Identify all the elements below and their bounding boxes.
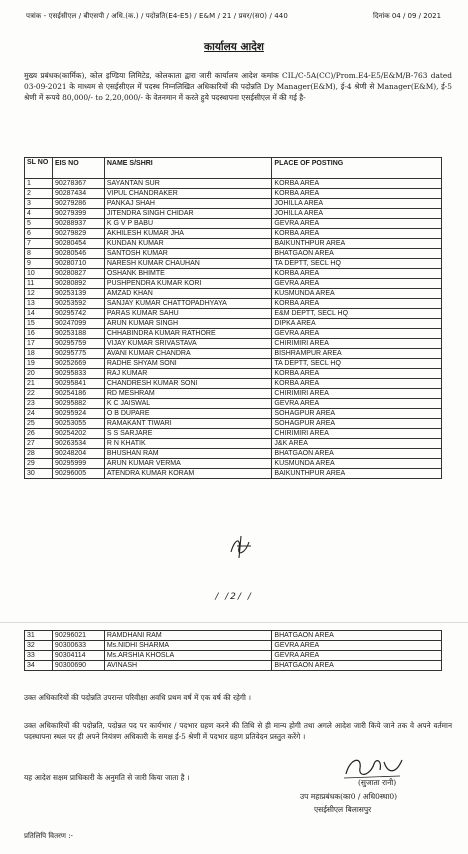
cell-place: TA DEPTT, SECL HQ (272, 259, 442, 269)
cell-sl: 2 (25, 189, 53, 199)
table-body (25, 179, 442, 479)
cell-sl: 24 (25, 409, 53, 419)
cell-name: RAJ KUMAR (104, 369, 272, 379)
table-row (25, 269, 442, 279)
cell-place: KORBA AREA (272, 189, 442, 199)
table-row (25, 339, 442, 349)
table-row (25, 229, 442, 239)
promotion-table (24, 157, 442, 479)
cell-eis: 90295924 (52, 409, 104, 419)
cell-eis: 90295833 (52, 369, 104, 379)
authority-paragraph: यह आदेश सक्षम प्राधिकारी के अनुमति से जारी किया जाता है । (24, 773, 190, 782)
document-title: कार्यालय आदेश (204, 41, 264, 53)
cell-place: BISHRAMPUR AREA (272, 349, 442, 359)
table-row (25, 429, 442, 439)
cell-name: RAMAKANT TIWARI (104, 419, 272, 429)
cell-name: RD MESHRAM (104, 389, 272, 399)
cell-name: AKHILESH KUMAR JHA (104, 229, 272, 239)
cell-sl: 14 (25, 309, 53, 319)
cell-eis: 90253055 (52, 419, 104, 429)
cell-sl: 15 (25, 319, 53, 329)
col-header-name: NAME S/SHRI (104, 158, 272, 179)
cell-name: SANJAY KUMAR CHATTOPADHYAYA (104, 299, 272, 309)
cell-sl: 1 (25, 179, 53, 189)
table-row (25, 299, 442, 309)
cell-eis: 90280827 (52, 269, 104, 279)
cell-name: SAYANTAN SUR (104, 179, 272, 189)
cell-place: KORBA AREA (272, 179, 442, 189)
cell-eis: 90288937 (52, 219, 104, 229)
cell-place: SOHAGPUR AREA (272, 419, 442, 429)
cell-sl: 9 (25, 259, 53, 269)
cell-place: SOHAGPUR AREA (272, 409, 442, 419)
cell-place: KORBA AREA (272, 369, 442, 379)
cell-name: KUNDAN KUMAR (104, 239, 272, 249)
table-row (25, 379, 442, 389)
cell-eis: 90296021 (52, 631, 104, 641)
cell-name: BHUSHAN RAM (104, 449, 272, 459)
cell-name: PARAS KUMAR SAHU (104, 309, 272, 319)
copy-to-label: प्रतिलिपि वितरण :- (24, 832, 73, 840)
probation-paragraph: उक्त अधिकारियों की पदोन्नति उपरान्त परिवीक्षा अवधि प्रथम वर्ष में एक वर्ष की रहेगी । (24, 693, 251, 702)
cell-place: CHIRIMIRI AREA (272, 429, 442, 439)
table-row (25, 279, 442, 289)
cell-place: BHATGAON AREA (272, 449, 442, 459)
cell-place: BHATGAON AREA (272, 661, 442, 671)
cell-place: GEVRA AREA (272, 641, 442, 651)
cell-eis: 90295841 (52, 379, 104, 389)
cell-place: BAIKUNTHPUR AREA (272, 239, 442, 249)
cell-name: ATENDRA KUMAR KORAM (104, 469, 272, 479)
table-row (25, 661, 442, 671)
cell-name: O B DUPARE (104, 409, 272, 419)
cell-sl: 8 (25, 249, 53, 259)
cell-eis: 90296005 (52, 469, 104, 479)
cell-eis: 90295882 (52, 399, 104, 409)
cell-name: RADHE SHYAM SONI (104, 359, 272, 369)
cell-name: NARESH KUMAR CHAUHAN (104, 259, 272, 269)
cell-name: PUSHPENDRA KUMAR KORI (104, 279, 272, 289)
cell-sl: 13 (25, 299, 53, 309)
cell-name: JITENDRA SINGH CHIDAR (104, 209, 272, 219)
table-row (25, 469, 442, 479)
table-row (25, 399, 442, 409)
cell-place: KUSMUNDA AREA (272, 289, 442, 299)
cell-eis: 90253139 (52, 289, 104, 299)
table-row (25, 249, 442, 259)
cell-eis: 90304114 (52, 651, 104, 661)
cell-place: CHIRIMIRI AREA (272, 389, 442, 399)
cell-name: OSHANK BHIMTE (104, 269, 272, 279)
table-row (25, 419, 442, 429)
cell-place: CHIRIMIRI AREA (272, 339, 442, 349)
cell-name: AMZAD KHAN (104, 289, 272, 299)
cell-place: GEVRA AREA (272, 399, 442, 409)
intro-paragraph: मुख्य प्रबंधक(कार्मिक), कोल इण्डिया लिमिटेड, कोलकाता द्वारा जारी कार्यालय आदेश कमांक CIL/C-5A(CC)/Prom.E4-E5/E&M/B-763 dated 03-09-2021 के माध्यम से एसईसीएल में पदस्थ निम्नलिखित अधिकारियों की पदोन्नति Dy Manager(E&M), ई-4 श्रेणी से Manager(E&M), ई-5 श्रेणी में रूपये 80,000/- to 2,20,000/- के वेतनमान में करते हुये पदस्थापना एसईसीएल में की गई है- (24, 71, 452, 102)
cell-place: KORBA AREA (272, 299, 442, 309)
cell-eis: 90280454 (52, 239, 104, 249)
cell-sl: 30 (25, 469, 53, 479)
cell-sl: 19 (25, 359, 53, 369)
cell-name: R N KHATIK (104, 439, 272, 449)
reference-number: पत्रांक - एसईसीएल / बीएसपी / अधि.(क.) / पदोन्नति(E4-E5) / E&M / 21 / प्रवर/(स0) / 440 (26, 12, 288, 20)
cell-name: RAMDHANI RAM (104, 631, 272, 641)
cell-place: E&M DEPTT, SECL HQ (272, 309, 442, 319)
cell-sl: 4 (25, 209, 53, 219)
table-row (25, 239, 442, 249)
table-row (25, 359, 442, 369)
signatory-designation: उप महाप्रबंधक(का0 / अधि0स्था0) (300, 792, 398, 801)
table-row (25, 459, 442, 469)
cell-name: CHHABINDRA KUMAR RATHORE (104, 329, 272, 339)
table-row (25, 631, 442, 641)
cell-name: K C JAISWAL (104, 399, 272, 409)
cell-eis: 90279286 (52, 199, 104, 209)
cell-eis: 90280710 (52, 259, 104, 269)
cell-sl: 34 (25, 661, 53, 671)
cell-eis: 90254202 (52, 429, 104, 439)
cell-eis: 90300690 (52, 661, 104, 671)
cell-eis: 90280546 (52, 249, 104, 259)
cell-place: J&K AREA (272, 439, 442, 449)
cell-place: JOHILLA AREA (272, 199, 442, 209)
cell-sl: 32 (25, 641, 53, 651)
cell-sl: 29 (25, 459, 53, 469)
table-row (25, 179, 442, 189)
cell-place: GEVRA AREA (272, 219, 442, 229)
cell-sl: 27 (25, 439, 53, 449)
document-date: दिनांक 04 / 09 / 2021 (373, 12, 442, 20)
cell-place: KORBA AREA (272, 269, 442, 279)
cell-sl: 10 (25, 269, 53, 279)
table-header-row (25, 158, 442, 179)
cell-name: Ms.ARSHIA KHOSLA (104, 651, 272, 661)
cell-sl: 20 (25, 369, 53, 379)
promotion-table-continued (24, 630, 442, 671)
table-row (25, 389, 442, 399)
table-body-continued (25, 631, 442, 671)
cell-eis: 90253188 (52, 329, 104, 339)
cell-place: KORBA AREA (272, 229, 442, 239)
cell-eis: 90248204 (52, 449, 104, 459)
cell-place: BHATGAON AREA (272, 249, 442, 259)
cell-name: K G V P BABU (104, 219, 272, 229)
cell-sl: 25 (25, 419, 53, 429)
cell-eis: 90278367 (52, 179, 104, 189)
table-row (25, 449, 442, 459)
initial-mark (227, 534, 255, 560)
cell-place: BHATGAON AREA (272, 631, 442, 641)
cell-place: TA DEPTT, SECL HQ (272, 359, 442, 369)
cell-sl: 6 (25, 229, 53, 239)
cell-name: AVINASH (104, 661, 272, 671)
cell-sl: 22 (25, 389, 53, 399)
table-row (25, 309, 442, 319)
cell-name: AVANI KUMAR CHANDRA (104, 349, 272, 359)
cell-place: JOHILLA AREA (272, 209, 442, 219)
cell-sl: 31 (25, 631, 53, 641)
cell-name: ARUN KUMAR VERMA (104, 459, 272, 469)
cell-eis: 90300633 (52, 641, 104, 651)
cell-eis: 90295742 (52, 309, 104, 319)
table-row (25, 651, 442, 661)
cell-eis: 90247099 (52, 319, 104, 329)
table-row (25, 189, 442, 199)
page-separator (0, 622, 468, 623)
cell-sl: 7 (25, 239, 53, 249)
cell-eis: 90295759 (52, 339, 104, 349)
cell-sl: 33 (25, 651, 53, 661)
cell-sl: 11 (25, 279, 53, 289)
cell-eis: 90253592 (52, 299, 104, 309)
cell-eis: 90254186 (52, 389, 104, 399)
cell-place: GEVRA AREA (272, 651, 442, 661)
table-row (25, 439, 442, 449)
cell-sl: 26 (25, 429, 53, 439)
joining-paragraph: उक्त अधिकारियों की पदोन्नति, पदोन्नत पद पर कार्यभार / पदभार ग्रहण करने की तिथि से ही मान्य होगी तथा अगले आदेश जारी किये जाने तक वे अपने वर्तमान पदस्थापना स्थल पर ही अपने नियंत्रण अधिकारी के समक्ष ई-5 श्रेणी में पदभार ग्रहण प्रतिवेदन प्रस्तुत करेंगे । (24, 721, 452, 741)
cell-sl: 5 (25, 219, 53, 229)
cell-sl: 28 (25, 449, 53, 459)
table-row (25, 369, 442, 379)
cell-eis: 90295999 (52, 459, 104, 469)
col-header-eis: EIS NO (52, 158, 104, 179)
cell-place: BAIKUNTHPUR AREA (272, 469, 442, 479)
cell-name: VIJAY KUMAR SRIVASTAVA (104, 339, 272, 349)
signatory-office: एसईसीएल बिलासपुर (314, 805, 372, 814)
cell-name: S S SARJARE (104, 429, 272, 439)
table-row (25, 319, 442, 329)
table-row (25, 409, 442, 419)
table-row (25, 209, 442, 219)
cell-sl: 17 (25, 339, 53, 349)
col-header-place: PLACE OF POSTING (272, 158, 442, 179)
cell-sl: 18 (25, 349, 53, 359)
table-row (25, 199, 442, 209)
cell-eis: 90280892 (52, 279, 104, 289)
table-row (25, 259, 442, 269)
cell-sl: 21 (25, 379, 53, 389)
cell-eis: 90295775 (52, 349, 104, 359)
cell-name: SANTOSH KUMAR (104, 249, 272, 259)
cell-sl: 12 (25, 289, 53, 299)
cell-eis: 90252669 (52, 359, 104, 369)
table-row (25, 349, 442, 359)
cell-eis: 90287434 (52, 189, 104, 199)
cell-name: CHANDRESH KUMAR SONI (104, 379, 272, 389)
cell-place: GEVRA AREA (272, 279, 442, 289)
cell-name: Ms.NIDHI SHARMA (104, 641, 272, 651)
cell-name: ARUN KUMAR SINGH (104, 319, 272, 329)
cell-place: KUSMUNDA AREA (272, 459, 442, 469)
cell-sl: 3 (25, 199, 53, 209)
col-header-sl: SL NO (25, 158, 53, 179)
table-row (25, 329, 442, 339)
cell-eis: 90279399 (52, 209, 104, 219)
cell-eis: 90279829 (52, 229, 104, 239)
table-row (25, 219, 442, 229)
table-row (25, 289, 442, 299)
table-row (25, 641, 442, 651)
cell-name: PANKAJ SHAH (104, 199, 272, 209)
page-number: / /2/ / (215, 592, 253, 602)
cell-sl: 23 (25, 399, 53, 409)
signatory-name: (सुजाता रानी) (358, 778, 397, 787)
cell-place: KORBA AREA (272, 379, 442, 389)
cell-name: VIPUL CHANDRAKER (104, 189, 272, 199)
cell-sl: 16 (25, 329, 53, 339)
cell-place: DIPKA AREA (272, 319, 442, 329)
cell-eis: 90263534 (52, 439, 104, 449)
cell-place: GEVRA AREA (272, 329, 442, 339)
